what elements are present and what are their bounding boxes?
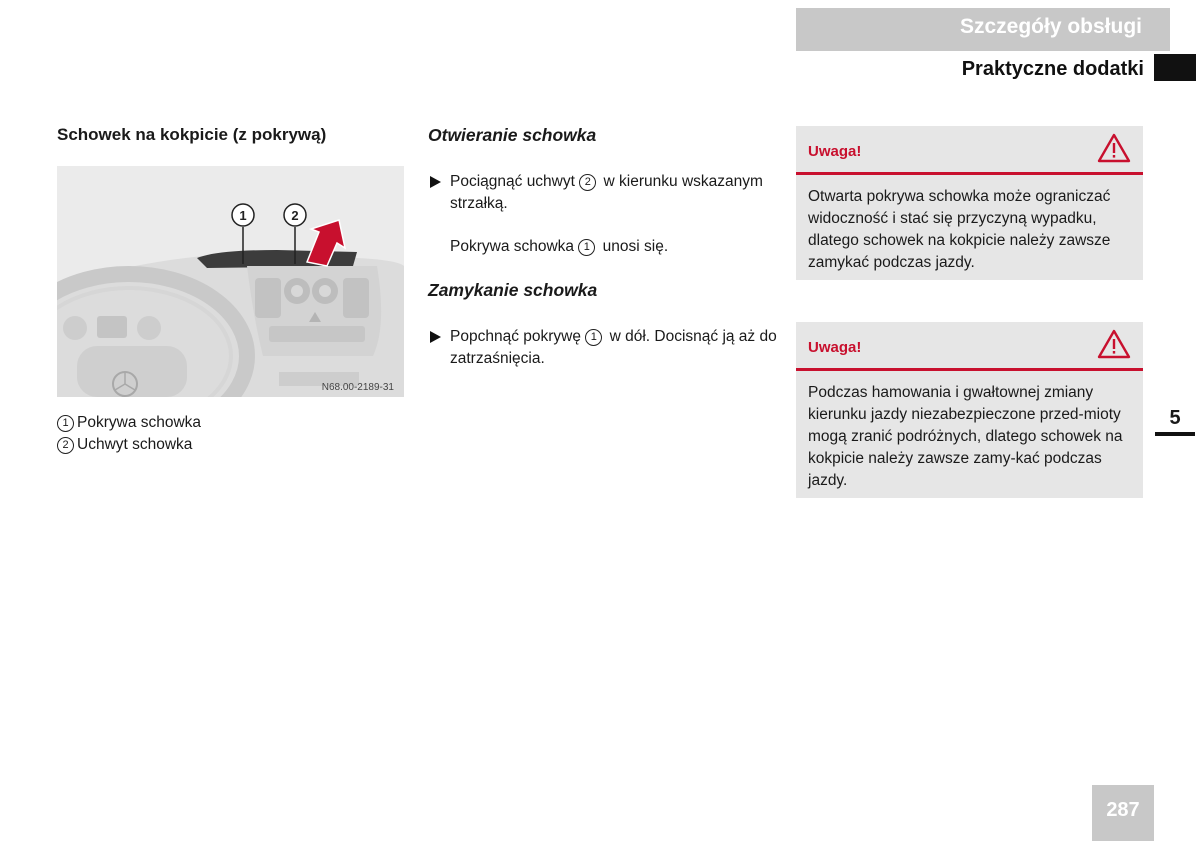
warning-text: Podczas hamowania i gwałtownej zmiany kierunku jazdy niezabezpieczone przed-mioty mogą zranić podróżnych, dlatego schowek na kokpicie należy zawsze zamy-kać podczas jazdy. — [808, 384, 1123, 489]
callout-2: 2 — [291, 208, 299, 223]
dashboard-illustration — [57, 166, 404, 397]
ref-number: 2 — [579, 174, 596, 191]
chapter-tab: 5 — [1155, 404, 1195, 436]
step-text: Popchnąć pokrywę — [450, 328, 586, 345]
warning-triangle-icon — [1097, 329, 1131, 359]
warning-label: Uwaga! — [808, 339, 862, 356]
chapter-title: Szczegóły obsługi — [796, 8, 1170, 51]
dashboard-figure — [57, 166, 404, 397]
result-text: unosi się. — [598, 238, 669, 255]
open-step — [428, 171, 780, 215]
open-result — [428, 236, 780, 258]
step-text: w dół. Docisnąć ją aż do zatrzaśnięcia. — [450, 328, 777, 367]
step-text: w kierunku wskazanym strzałką. — [450, 173, 763, 212]
ref-number: 2 — [57, 437, 74, 454]
section-title: Praktyczne dodatki — [961, 58, 1144, 80]
ref-number: 1 — [578, 239, 595, 256]
close-step — [428, 326, 780, 370]
warning-header — [796, 322, 1143, 371]
legend-item — [57, 414, 201, 432]
callout-1: 1 — [239, 208, 247, 223]
open-heading: Otwieranie schowka — [428, 125, 597, 145]
legend-label: Pokrywa schowka — [77, 414, 202, 431]
section-heading: Schowek na kokpicie (z pokrywą) — [57, 125, 327, 144]
close-heading: Zamykanie schowka — [428, 280, 598, 300]
warning-triangle-icon — [1097, 133, 1131, 163]
triangle-bullet-icon — [430, 331, 441, 343]
page-number: 287 — [1092, 785, 1154, 841]
warning-box — [796, 322, 1143, 498]
ref-number: 1 — [57, 415, 74, 432]
triangle-bullet-icon — [430, 176, 441, 188]
warning-header — [796, 126, 1143, 175]
warning-text: Otwarta pokrywa schowka może ograniczać widoczność i stać się przyczyną wypadku, dlatego schowek na kokpicie należy zawsze zamykać podczas jazdy. — [808, 188, 1111, 271]
step-text: Pociągnąć uchwyt — [450, 173, 580, 190]
ref-number: 1 — [585, 329, 602, 346]
figure-code: N68.00-2189-31 — [321, 382, 394, 393]
legend-label: Uchwyt schowka — [77, 436, 193, 453]
warning-label: Uwaga! — [808, 143, 862, 160]
warning-box — [796, 126, 1143, 280]
section-marker — [1154, 54, 1196, 81]
result-text: Pokrywa schowka — [450, 238, 579, 255]
legend-item — [57, 436, 192, 454]
